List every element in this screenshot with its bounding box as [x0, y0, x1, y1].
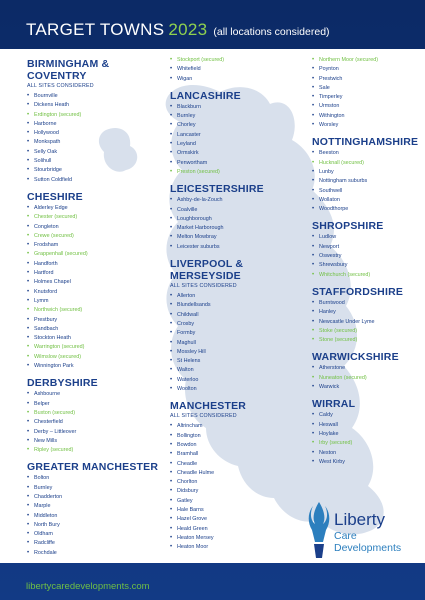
town-item: • Gatley	[170, 497, 310, 506]
column-1	[27, 58, 167, 558]
town-item: • Leicester suburbs	[170, 243, 310, 252]
town-item: • Melton Mowbray	[170, 233, 310, 242]
town-item: • North Bury	[27, 521, 167, 530]
region-shropshire: SHROPSHIRE • Ludlow • Newport • Oswestry • Shrewsbury • Whitchurch (secured)	[312, 220, 422, 279]
town-item: • Belper	[27, 400, 167, 409]
town-item: • Neston	[312, 449, 422, 458]
town-item: • Burnley	[170, 112, 310, 121]
town-item: • Heaton Moor	[170, 543, 310, 552]
town-item: • Lymm	[27, 297, 167, 306]
town-item: • Whitefield	[170, 65, 310, 74]
town-item: • Handforth	[27, 260, 167, 269]
town-item: • Marple	[27, 502, 167, 511]
town-item: • Didsbury	[170, 487, 310, 496]
town-item: • Heald Green	[170, 525, 310, 534]
town-item: • Crosby	[170, 320, 310, 329]
region-continued-list-2	[312, 56, 422, 130]
town-item: • Ormskirk	[170, 149, 310, 158]
town-item: • Prestbury	[27, 316, 167, 325]
region-staffordshire: STAFFORDSHIRE • Burntwood • Hanley • Newcastle Under Lyme • Stoke (secured) • Stone (secured)	[312, 286, 422, 345]
town-item: • Penwortham	[170, 159, 310, 168]
town-item: • Bramhall	[170, 450, 310, 459]
town-item: • Woodthorpe	[312, 205, 422, 214]
town-item: • Stockton Heath	[27, 334, 167, 343]
town-item: • Withington	[312, 112, 422, 121]
region-manchester: MANCHESTER ALL SITES CONSIDERED • Altrincham • Bollington • Bowdon • Bramhall • Cheadle • Cheadle Hulme • Chorlton • Didsbury • Gatley • Hale Barns • Hazel Grove • Heald Green • Heaton Mersey • Heaton Moor	[170, 400, 310, 552]
town-item: • Preston (secured)	[170, 168, 310, 177]
region-cheshire: CHESHIRE • Alderley Edge • Chester (secured) • Congleton • Crewe (secured) • Frodsham • Grappenhall (secured) • Handforth • Hartford • Holmes Chapel • Knutsford • Lymm • Northwich (secured) • Prestbury • Sandbach • Stockton Heath • Warrington (secured) • Wilmslow (secured) • Winnington Park	[27, 191, 167, 371]
town-item: • Ashby-de-la-Zouch	[170, 196, 310, 205]
region-birmingham-coventry: BIRMINGHAM & COVENTRY ALL SITES CONSIDERED • Bournville • Dickens Heath • Erdington (secured) • Harborne • Hollywood • Monkspath • Selly Oak • Solihull • Stourbridge • Sutton Coldfield	[27, 58, 167, 185]
town-item: • Ludlow	[312, 233, 422, 242]
town-item: • Altrincham	[170, 422, 310, 431]
page-title: TARGET TOWNS 2023 (all locations considered)	[26, 20, 330, 39]
town-item: • Worsley	[312, 121, 422, 130]
town-item: • Loughborough	[170, 215, 310, 224]
town-item: • Northwich (secured)	[27, 306, 167, 315]
town-item: • Hanley	[312, 308, 422, 317]
town-item: • Cheadle	[170, 460, 310, 469]
town-item: • Rochdale	[27, 549, 167, 558]
town-item: • Burnley	[27, 484, 167, 493]
town-item: • Allerton	[170, 292, 310, 301]
town-item: • Newport	[312, 243, 422, 252]
region-continued-list	[170, 56, 310, 84]
logo-text-liberty: Liberty	[334, 510, 386, 529]
column-2	[170, 56, 310, 552]
region-wirral: WIRRAL • Caldy • Heswall • Hoylake • Irby (secured) • Neston • West Kirby	[312, 398, 422, 467]
town-item: • Congleton	[27, 223, 167, 232]
town-item: • Hollywood	[27, 129, 167, 138]
town-item: • Wigan	[170, 75, 310, 84]
town-item: • Poynton	[312, 65, 422, 74]
region-greater-manchester: GREATER MANCHESTER • Bolton • Burnley • Chadderton • Marple • Middleton • North Bury • Oldham • Radcliffe • Rochdale	[27, 461, 167, 558]
town-item: • Bollington	[170, 432, 310, 441]
region-warwickshire: WARWICKSHIRE • Atherstone • Nuneaton (secured) • Warwick	[312, 351, 422, 392]
town-item: • Ashbourne	[27, 390, 167, 399]
liberty-logo	[306, 500, 416, 562]
town-item: • West Kirby	[312, 458, 422, 467]
town-item: • Wollaton	[312, 196, 422, 205]
town-item: • Ripley (secured)	[27, 446, 167, 455]
town-item: • Chesterfield	[27, 418, 167, 427]
town-item: • Woolton	[170, 385, 310, 394]
region-leicestershire: LEICESTERSHIRE • Ashby-de-la-Zouch • Coalville • Loughborough • Market Harborough • Melton Mowbray • Leicester suburbs	[170, 183, 310, 252]
town-item: • St Helens	[170, 357, 310, 366]
town-item: • Holmes Chapel	[27, 278, 167, 287]
town-item: • Hartford	[27, 269, 167, 278]
town-item: • Timperley	[312, 93, 422, 102]
flame-icon	[306, 500, 332, 560]
town-item: • Coalville	[170, 206, 310, 215]
town-item: • Monkspath	[27, 138, 167, 147]
town-item: • Radcliffe	[27, 539, 167, 548]
town-item: • Stourbridge	[27, 166, 167, 175]
town-item: • Nottingham suburbs	[312, 177, 422, 186]
town-item: • Oswestry	[312, 252, 422, 261]
region-lancashire: LANCASHIRE • Blackburn • Burnley • Chorley • Lancaster • Leyland • Ormskirk • Penwortham • Preston (secured)	[170, 90, 310, 177]
town-item: • Chester (secured)	[27, 213, 167, 222]
town-item: • Cheadle Hulme	[170, 469, 310, 478]
town-item: • Leyland	[170, 140, 310, 149]
town-item: • Knutsford	[27, 288, 167, 297]
town-item: • Bowdon	[170, 441, 310, 450]
town-item: • Hazel Grove	[170, 515, 310, 524]
town-item: • Winnington Park	[27, 362, 167, 371]
town-item: • Sandbach	[27, 325, 167, 334]
town-item: • Walton	[170, 366, 310, 375]
region-derbyshire: DERBYSHIRE • Ashbourne • Belper • Buxton (secured) • Chesterfield • Derby – Littleover • New Mills • Ripley (secured)	[27, 377, 167, 455]
town-item: • Irby (secured)	[312, 439, 422, 448]
town-item: • Oldham	[27, 530, 167, 539]
town-item: • Heswall	[312, 421, 422, 430]
column-3	[312, 56, 422, 467]
town-item: • Wilmslow (secured)	[27, 353, 167, 362]
town-item: • Harborne	[27, 120, 167, 129]
town-item: • Selly Oak	[27, 148, 167, 157]
town-item: • Waterloo	[170, 376, 310, 385]
town-item: • Stone (secured)	[312, 336, 422, 345]
logo-text-sub: Care Developments	[334, 530, 402, 554]
town-item: • Market Harborough	[170, 224, 310, 233]
town-item: • Hucknall (secured)	[312, 159, 422, 168]
town-item: • Urmston	[312, 102, 422, 111]
region-nottinghamshire: NOTTINGHAMSHIRE • Beeston • Hucknall (secured) • Lunby • Nottingham suburbs • Southwell • Wollaton • Woodthorpe	[312, 136, 422, 214]
town-item: • Maghull	[170, 339, 310, 348]
town-item: • Shrewsbury	[312, 261, 422, 270]
town-item: • Blackburn	[170, 103, 310, 112]
town-item: • Frodsham	[27, 241, 167, 250]
town-item: • Stoke (secured)	[312, 327, 422, 336]
town-item: • Burntwood	[312, 299, 422, 308]
town-item: • Beeston	[312, 149, 422, 158]
town-item: • Chadderton	[27, 493, 167, 502]
town-item: • Middleton	[27, 512, 167, 521]
town-item: • Stockport (secured)	[170, 56, 310, 65]
town-item: • Bolton	[27, 474, 167, 483]
town-item: • Northern Moor (secured)	[312, 56, 422, 65]
town-item: • Alderley Edge	[27, 204, 167, 213]
town-item: • Chorley	[170, 121, 310, 130]
town-item: • New Mills	[27, 437, 167, 446]
town-item: • Warrington (secured)	[27, 343, 167, 352]
town-item: • Derby – Littleover	[27, 428, 167, 437]
town-item: • Caldy	[312, 411, 422, 420]
town-item: • Hale Barns	[170, 506, 310, 515]
town-item: • Sutton Coldfield	[27, 176, 167, 185]
town-item: • Whitchurch (secured)	[312, 271, 422, 280]
town-item: • Heaton Mersey	[170, 534, 310, 543]
town-item: • Solihull	[27, 157, 167, 166]
town-item: • Nuneaton (secured)	[312, 374, 422, 383]
town-item: • Dickens Heath	[27, 101, 167, 110]
website-link[interactable]: libertycaredevelopments.com	[26, 581, 150, 592]
town-item: • Newcastle Under Lyme	[312, 318, 422, 327]
town-item: • Southwell	[312, 187, 422, 196]
town-item: • Hoylake	[312, 430, 422, 439]
town-item: • Childwall	[170, 311, 310, 320]
town-item: • Atherstone	[312, 364, 422, 373]
town-item: • Lunby	[312, 168, 422, 177]
town-item: • Erdington (secured)	[27, 111, 167, 120]
town-item: • Bournville	[27, 92, 167, 101]
town-item: • Grappenhall (secured)	[27, 250, 167, 259]
town-item: • Crewe (secured)	[27, 232, 167, 241]
town-item: • Blundellsands	[170, 301, 310, 310]
town-item: • Buxton (secured)	[27, 409, 167, 418]
town-item: • Warwick	[312, 383, 422, 392]
town-item: • Lancaster	[170, 131, 310, 140]
region-liverpool-merseyside: LIVERPOOL & MERSEYSIDE ALL SITES CONSIDERED • Allerton • Blundellsands • Childwall • Crosby • Formby • Maghull • Mossley Hill • St Helens • Walton • Waterloo • Woolton	[170, 258, 310, 394]
town-item: • Chorlton	[170, 478, 310, 487]
town-item: • Mossley Hill	[170, 348, 310, 357]
town-item: • Formby	[170, 329, 310, 338]
town-item: • Sale	[312, 84, 422, 93]
town-item: • Prestwich	[312, 75, 422, 84]
